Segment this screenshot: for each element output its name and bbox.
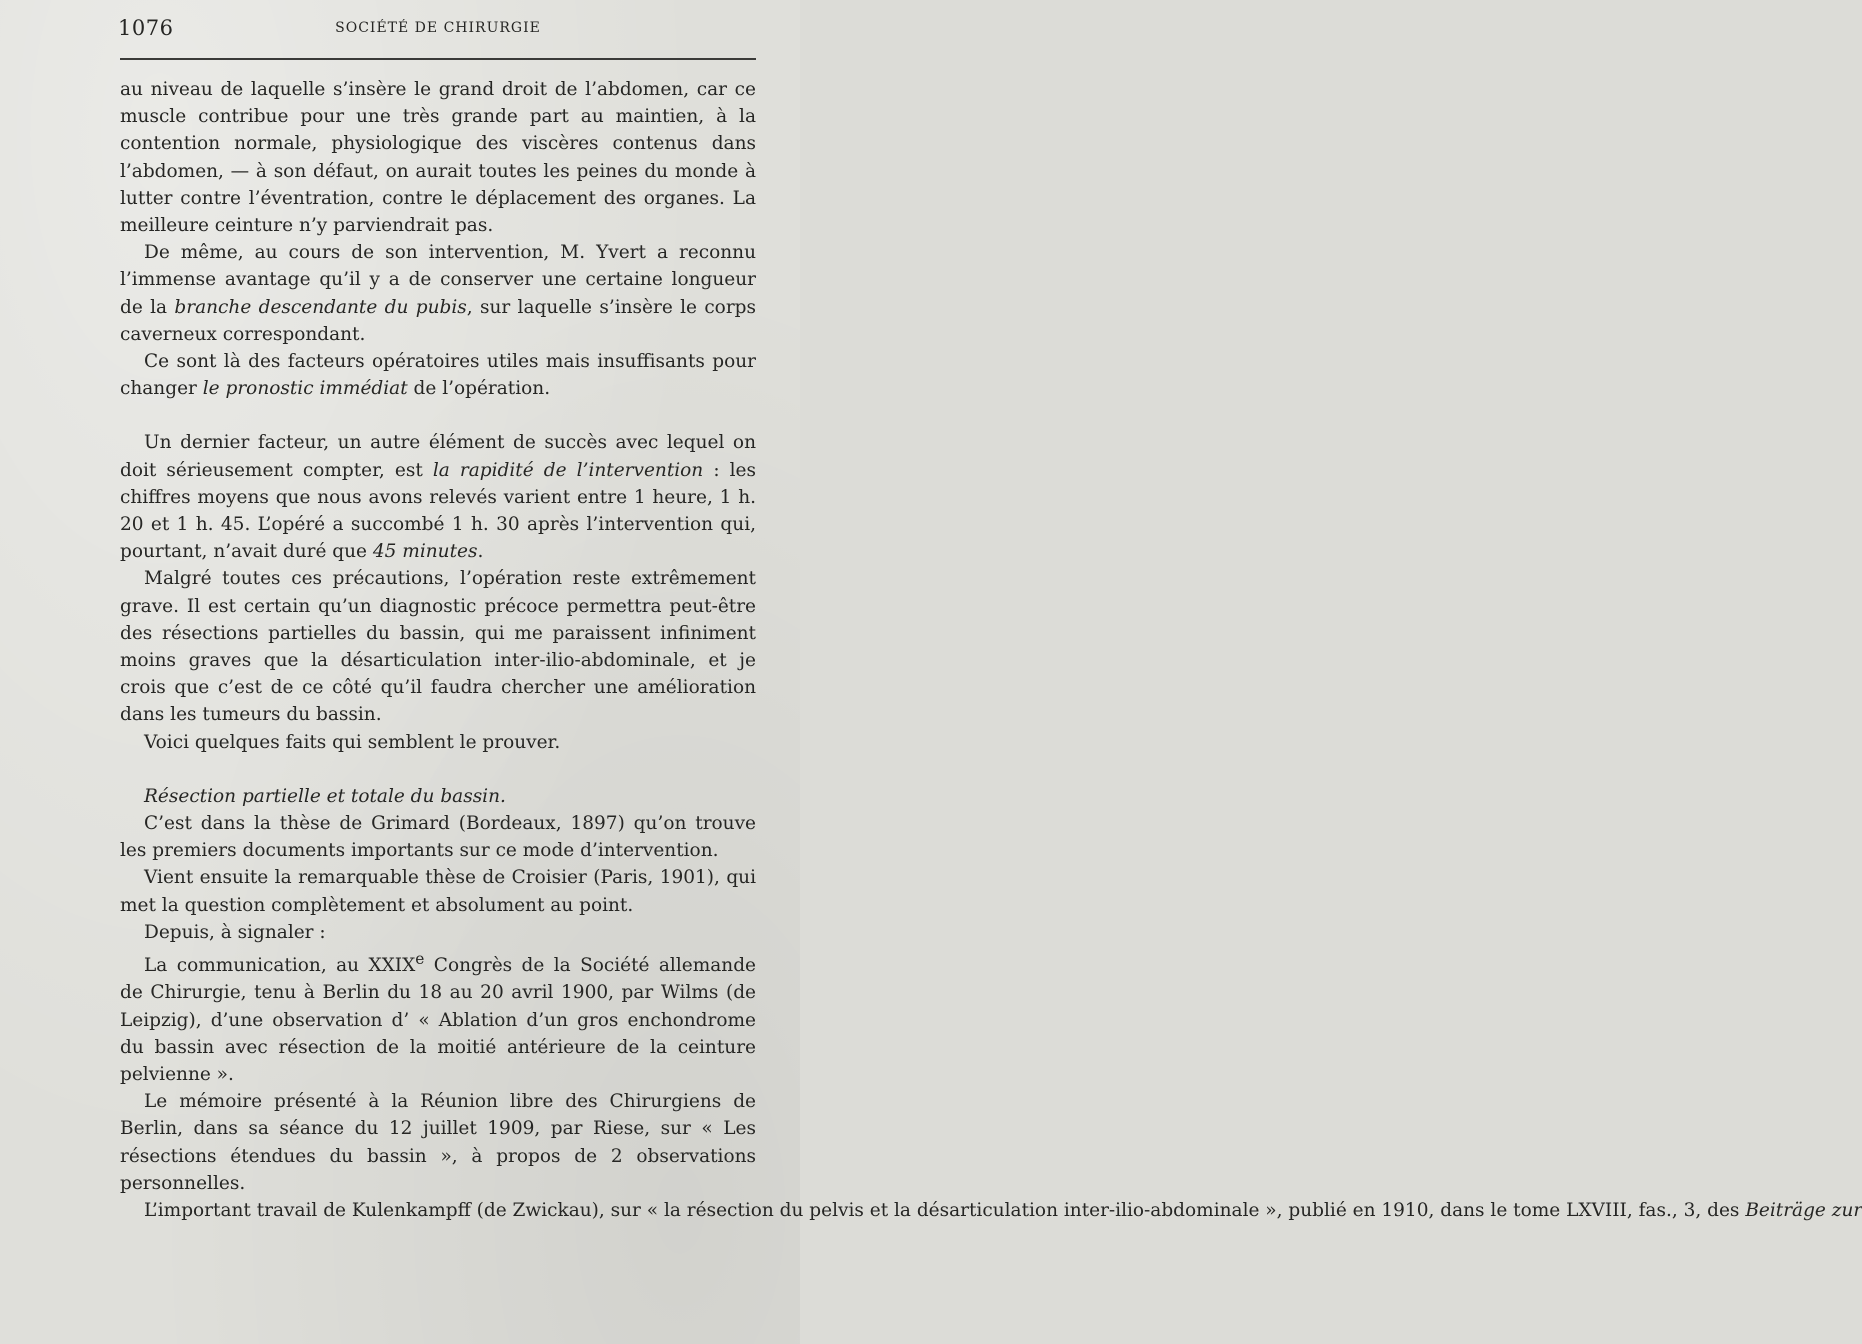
paragraph-3 <box>120 348 756 402</box>
text-run: Voici quelques faits qui semblent le prouver. <box>144 731 561 753</box>
text-run: C’est dans la thèse de Grimard (Bordeaux, 1897) qu’on trouve les premiers documents importants sur ce mode d’intervention. <box>120 813 756 862</box>
text-run: Congrès de la Société allemande de Chirurgie, tenu à Berlin du 18 au 20 avril 1900, par Wilms (de Leipzig), d’une observation d’ « Ablation d’un gros enchondrome du bassin avec résection de la moitié antérieure de la ceinture pelvienne ». <box>120 955 756 1086</box>
paragraph-7 <box>120 810 756 864</box>
paragraph-10 <box>120 946 756 1088</box>
text-run: Un dernier facteur, un autre élément de succès avec lequel on doit sérieusement compter, est <box>120 432 756 481</box>
text-run: Vient ensuite la remarquable thèse de Croisier (Paris, 1901), qui met la question complètement et absolument au point. <box>120 867 756 916</box>
body-text <box>120 76 1862 1224</box>
paragraph-12 <box>120 1197 1862 1224</box>
page-number: 1076 <box>118 16 174 40</box>
italic-text: la rapidité de l’intervention <box>432 459 704 481</box>
text-run: , sur laquelle s’insère le corps caverneux correspondant. <box>120 296 756 345</box>
text-run: Le mémoire présenté à la Réunion libre des Chirurgiens de Berlin, dans sa séance du 12 juillet 1909, par Riese, sur « Les résections étendues du bassin », à propos de 2 observations personnelles. <box>120 1091 756 1194</box>
text-run: : les chiffres moyens que nous avons relevés varient entre 1 heure, 1 h. 20 et 1 h. 45. L’opéré a succombé 1 h. 30 après l’intervention qui, pourtant, n’avait duré que <box>120 459 757 563</box>
italic-text: Résection partielle et totale du bassin. <box>144 785 506 807</box>
paragraph-1 <box>120 76 756 239</box>
italic-text: le pronostic immédiat <box>202 378 408 400</box>
page-header <box>118 16 758 48</box>
running-head: SOCIÉTÉ DE CHIRURGIE <box>335 20 541 36</box>
text-run: L’important travail de Kulenkampff (de Zwickau), sur « la résection du pelvis et la désarticulation inter-ilio-abdominale », publié en 1910, dans le tome LXVIII, fas., 3, des <box>144 1200 1746 1222</box>
section-title <box>120 783 756 810</box>
text-run: Depuis, à signaler : <box>144 921 326 943</box>
paragraph-11 <box>120 1088 756 1197</box>
header-rule <box>120 58 756 60</box>
paragraph-5 <box>120 565 756 728</box>
text-run: Ce sont là des facteurs opératoires utiles mais insuffisants pour changer <box>120 351 756 400</box>
paragraph-9 <box>120 919 756 946</box>
text-run: Malgré toutes ces précautions, l’opération reste extrêmement grave. Il est certain qu’un diagnostic précoce permettra peut-être des résections partielles du bassin, qui me paraissent infiniment moins graves que la désarticulation inter-ilio-abdominale, et je crois que c’est de ce côté qu’il faudra chercher une amélioration dans les tumeurs du bassin. <box>120 568 756 726</box>
italic-text: Beiträge zur <box>1745 1200 1862 1222</box>
paragraph-4 <box>120 429 756 565</box>
paragraph-6 <box>120 729 756 756</box>
text-run: au niveau de laquelle s’insère le grand droit de l’abdomen, car ce muscle contribue pour une très grande part au maintien, à la contention normale, physiologique des viscères contenus dans l’abdomen, — à son défaut, on aurait toutes les peines du monde à lutter contre l’éventration, contre le déplacement des organes. La meilleure ceinture n’y parviendrait pas. <box>120 79 756 237</box>
text-run: . <box>477 541 484 563</box>
superscript-text: e <box>415 950 425 969</box>
text-run: de l’opération. <box>407 378 551 400</box>
paragraph-8 <box>120 864 756 918</box>
text-run: La communication, au XXIX <box>144 955 416 977</box>
italic-text: 45 minutes <box>372 541 478 563</box>
italic-text: branche descendante du pubis <box>174 296 467 318</box>
paragraph-2 <box>120 239 756 348</box>
text-run: De même, au cours de son intervention, M. Yvert a reconnu l’immense avantage qu’il y a de conserver une certaine longueur de la <box>120 242 756 318</box>
